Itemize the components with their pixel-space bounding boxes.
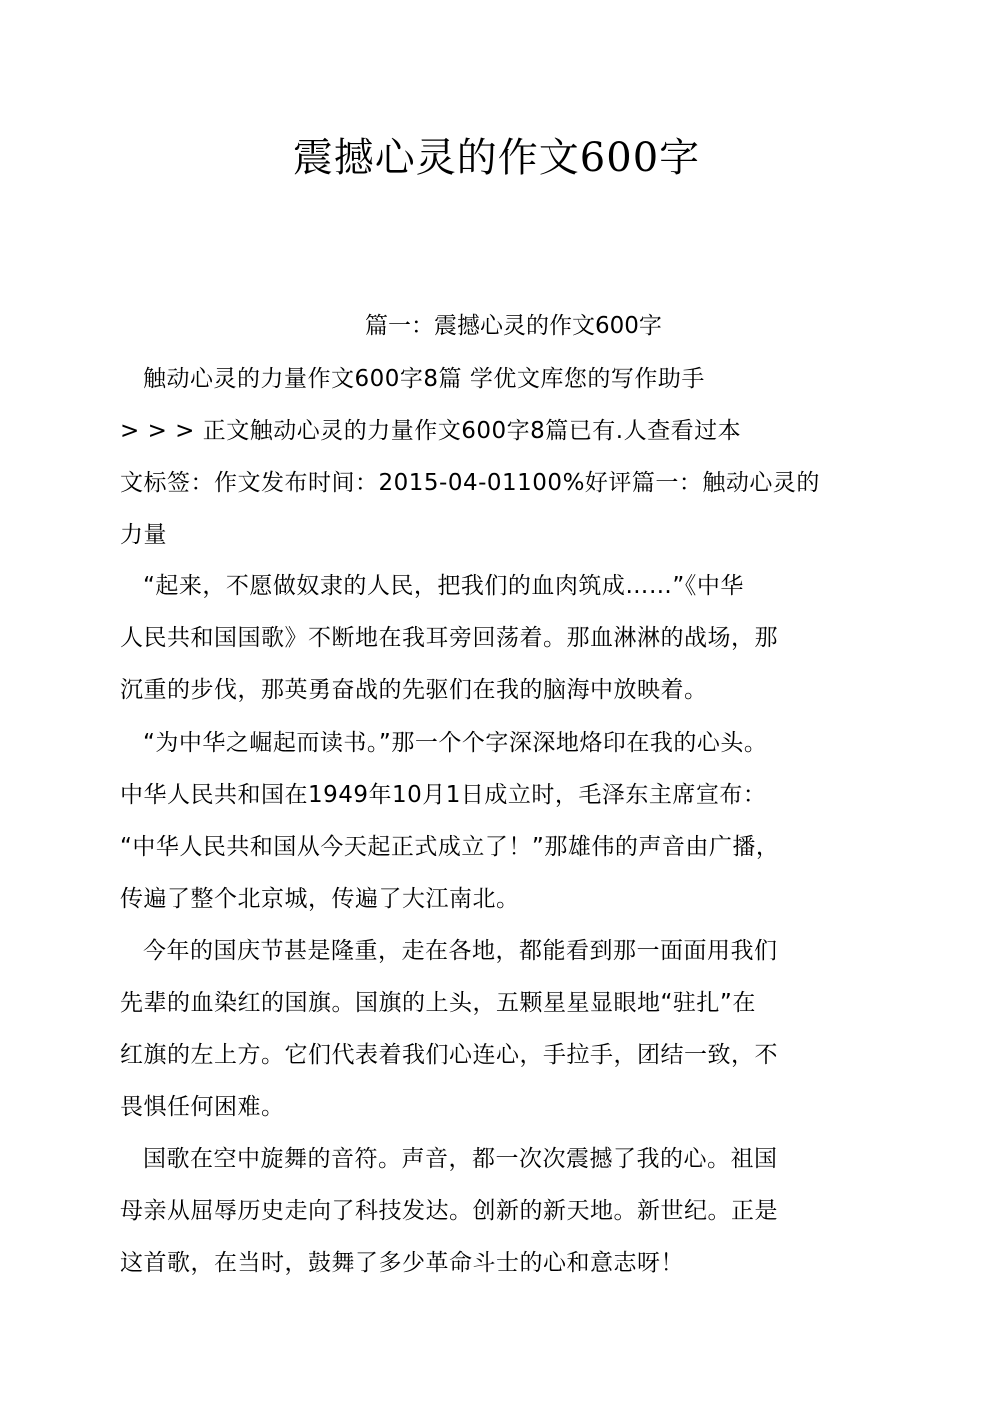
text-line-7: 沉重的步伐，那英勇奋战的先驱们在我的脑海中放映着。 (120, 677, 708, 703)
text-line-5: “起来，不愿做奴隶的人民，把我们的血肉筑成……”《中华 (143, 573, 744, 599)
text-line-2: > > > 正文触动心灵的力量作文600字8篇已有.人查看过本 (120, 418, 742, 444)
text-line-8: “为中华之崛起而读书。”那一个个字深深地烙印在我的心头。 (143, 730, 768, 756)
text-line-15: 畏惧任何困难。 (120, 1094, 285, 1120)
text-line-14: 红旗的左上方。它们代表着我们心连心，手拉手，团结一致，不 (120, 1042, 778, 1068)
text-line-4: 力量 (120, 522, 167, 548)
document-title: 震撼心灵的作文600字 (292, 135, 701, 181)
text-line-11: 传遍了整个北京城，传遍了大江南北。 (120, 886, 520, 912)
text-line-6: 人民共和国国歌》不断地在我耳旁回荡着。那血淋淋的战场，那 (120, 625, 778, 651)
text-line-12: 今年的国庆节甚是隆重，走在各地，都能看到那一面面用我们 (143, 938, 778, 964)
text-line-13: 先辈的血染红的国旗。国旗的上头，五颗星星显眼地“驻扎”在 (120, 990, 756, 1016)
text-line-3: 文标签：作文发布时间：2015-04-01100%好评篇一：触动心灵的 (120, 470, 820, 496)
text-line-10: “中华人民共和国从今天起正式成立了！”那雄伟的声音由广播， (120, 834, 780, 860)
section-heading: 篇一：震撼心灵的作文600字 (365, 313, 662, 339)
text-line-16: 国歌在空中旋舞的音符。声音，都一次次震撼了我的心。祖国 (143, 1146, 778, 1172)
text-line-1: 触动心灵的力量作文600字8篇 学优文库您的写作助手 (143, 366, 705, 392)
text-line-18: 这首歌，在当时，鼓舞了多少革命斗士的心和意志呀！ (120, 1250, 684, 1276)
text-line-17: 母亲从屈辱历史走向了科技发达。创新的新天地。新世纪。正是 (120, 1198, 778, 1224)
text-line-9: 中华人民共和国在1949年10月1日成立时，毛泽东主席宣布： (120, 782, 767, 808)
